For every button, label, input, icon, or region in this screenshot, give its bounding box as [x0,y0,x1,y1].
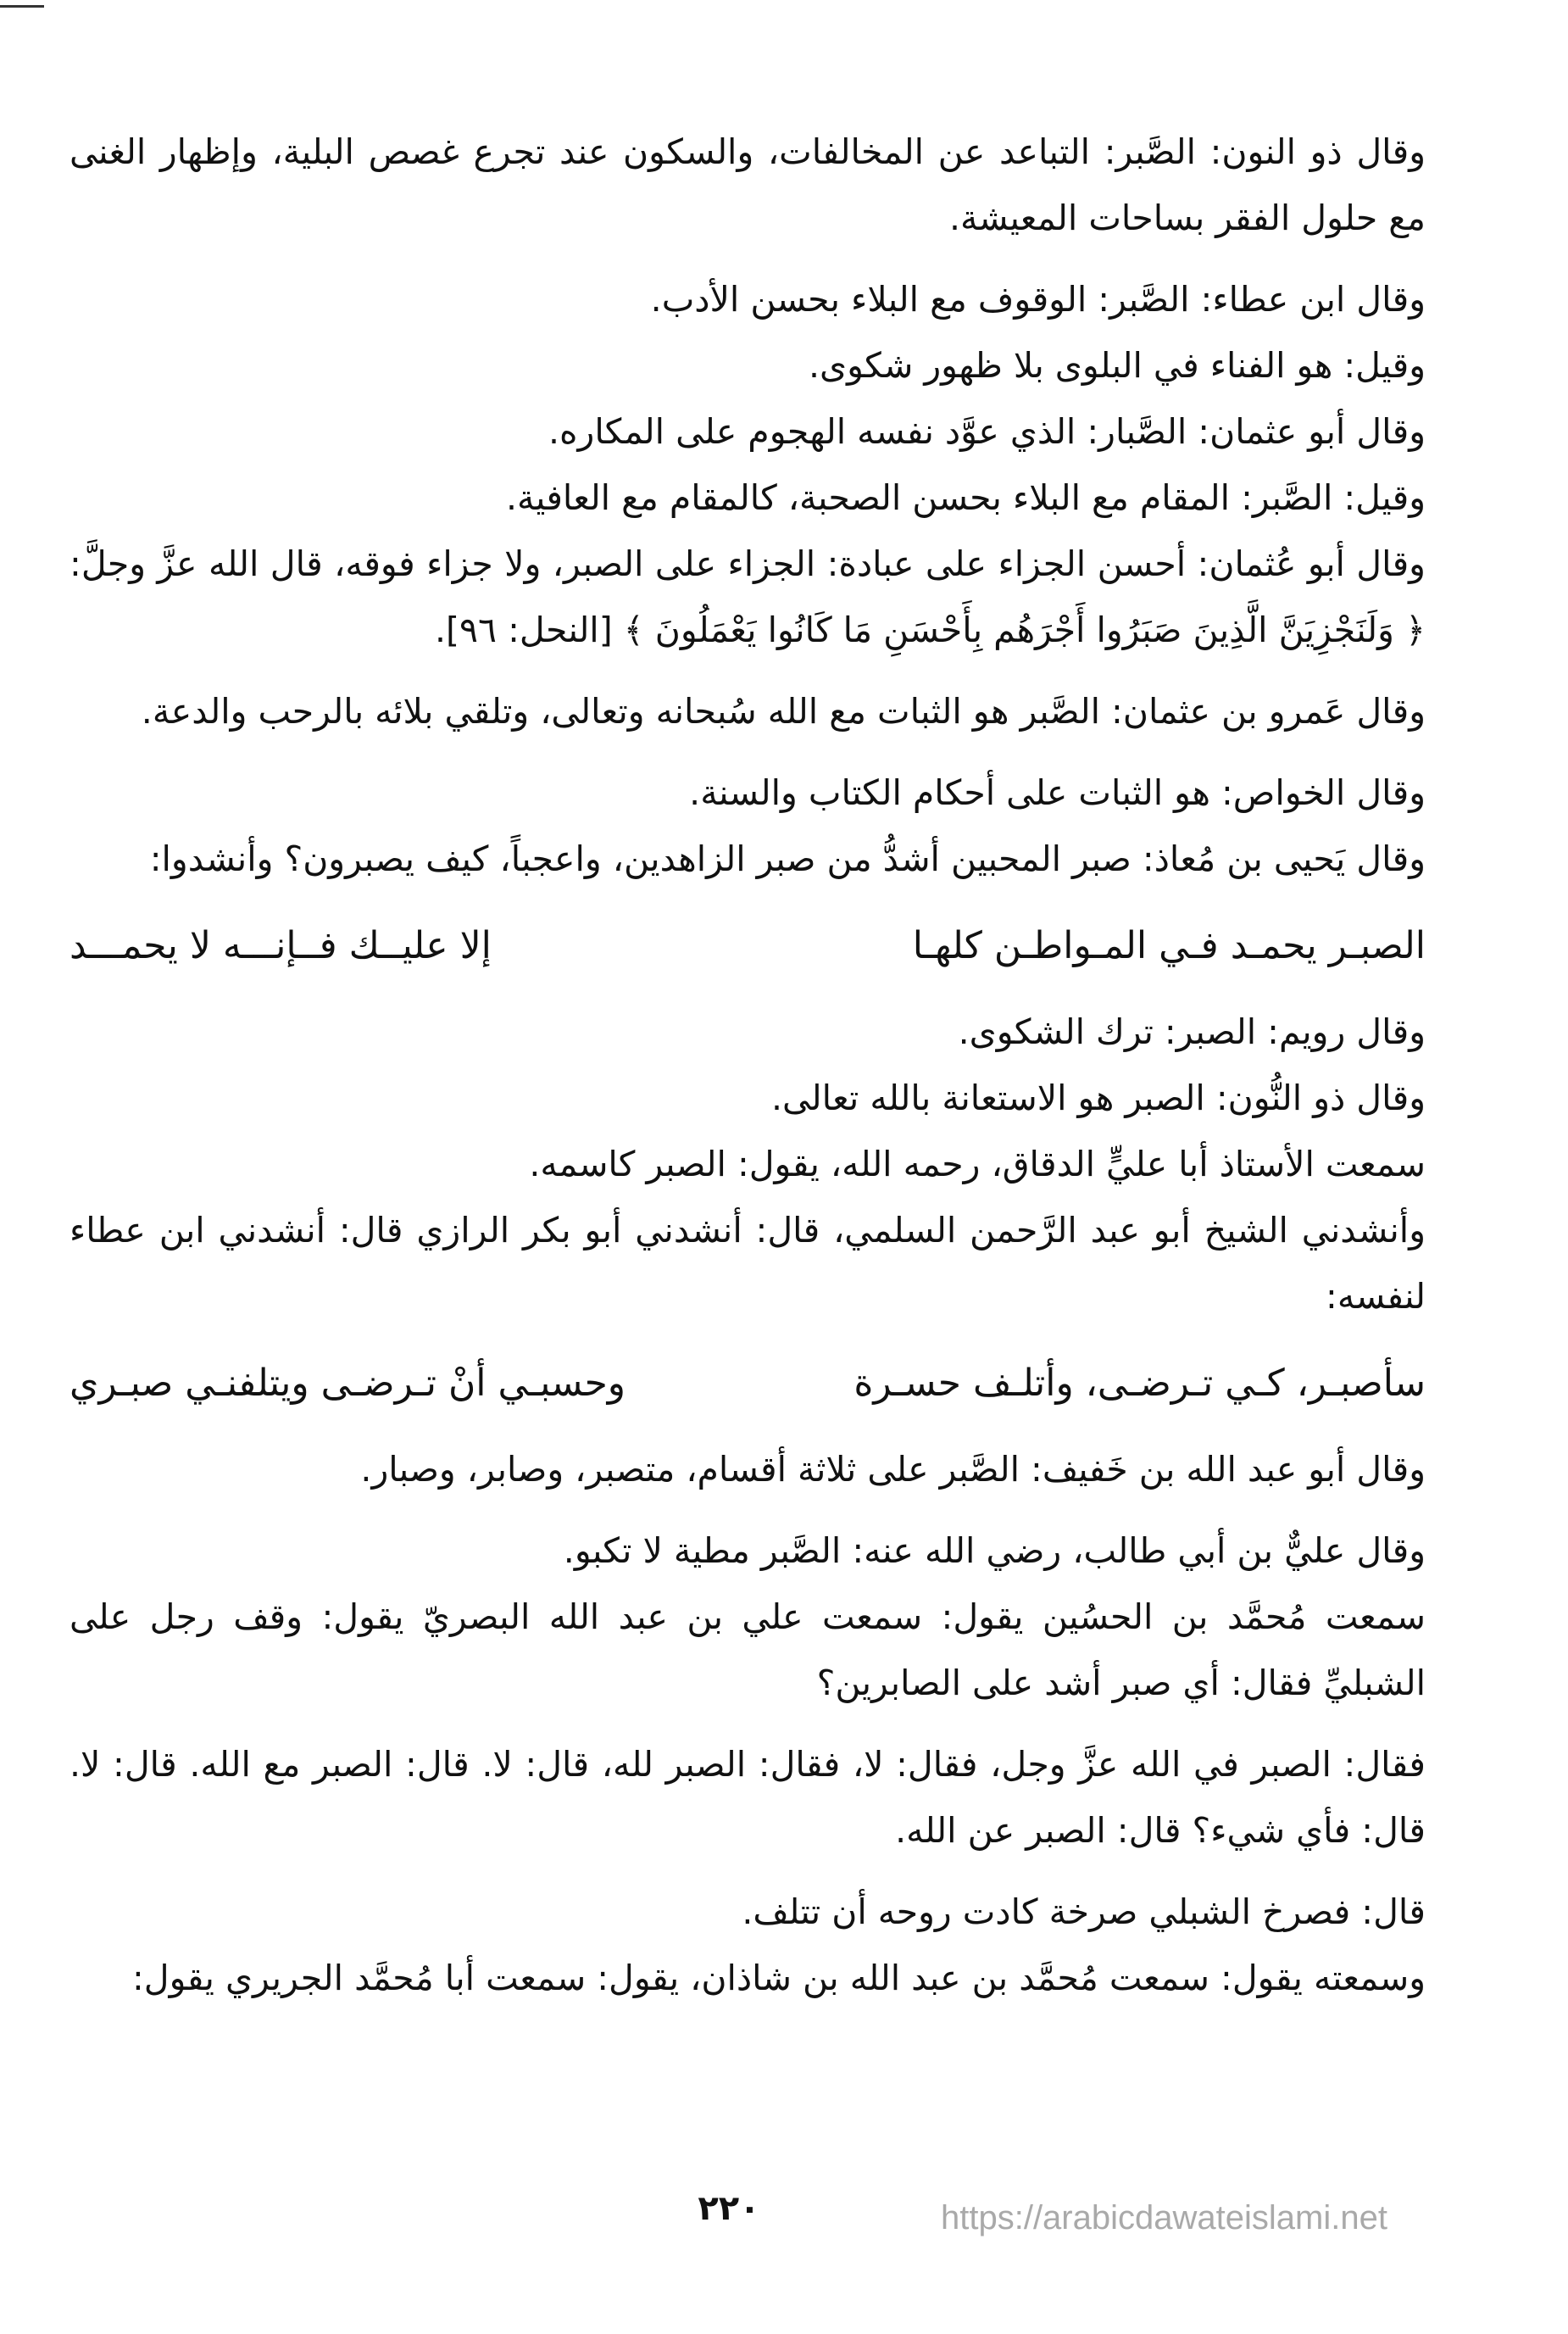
verse-citation: [النحل: ٩٦]. [435,610,613,650]
paragraph: فقال: الصبر في الله عزَّ وجل، فقال: لا، فقال: الصبر لله، قال: لا. قال: الصبر مع الله. قال: لا. قال: فأي شيء؟ قال: الصبر عن الله. [70,1744,1426,1851]
poem-second-hemistich: وحسبـي أنْ تـرضـى ويتلفنـي صبـري [70,1362,626,1405]
paragraph: وأنشدني الشيخ أبو عبد الرَّحمن السلمي، قال: أنشدني أبو بكر الرازي قال: أنشدني ابن عطاء لنفسه: [70,1210,1426,1317]
paragraph: وسمعته يقول: سمعت مُحمَّد بن عبد الله بن شاذان، يقول: سمعت أبا مُحمَّد الجريري يقول: [131,1958,1426,1998]
paragraph: وقال أبو عثمان: الصَّبار: الذي عوَّد نفسه الهجوم على المكاره. [548,411,1426,452]
poem-first-hemistich: الصبـر يحمـد فـي المـواطـن كلهـا [912,924,1426,967]
paragraph: وقال ذو النُّون: الصبر هو الاستعانة بالله تعالى. [770,1078,1426,1118]
poem-verse [70,912,1426,980]
poem-first-hemistich: سأصبـر، كـي تـرضـى، وأتلـف حسـرة [854,1362,1426,1405]
page-number: ٢٢٠ [698,2189,760,2228]
paragraph: سمعت مُحمَّد بن الحسُين يقول: سمعت علي بن عبد الله البصريّ يقول: وقف رجل على الشبليِّ فقال: أي صبر أشد على الصابرين؟ [70,1596,1426,1703]
quran-verse: ﴿ وَلَنَجْزِيَنَّ الَّذِينَ صَبَرُوا أَجْرَهُم بِأَحْسَنِ مَا كَانُوا يَعْمَلُونَ ﴾ [623,610,1426,650]
paragraph: وقال أبو عبد الله بن خَفيف: الصَّبر على ثلاثة أقسام، متصبر، وصابر، وصبار. [360,1449,1426,1490]
watermark-url: https://arabicdawateislami.net [941,2199,1387,2237]
page-text [70,119,1426,2011]
paragraph: وقال الخواص: هو الثبات على أحكام الكتاب والسنة. [689,772,1426,813]
paragraph: وقال يَحيى بن مُعاذ: صبر المحبين أشدُّ من صبر الزاهدين، واعجباً، كيف يصبرون؟ وأنشدوا: [149,838,1426,879]
paragraph-with-verse [70,531,1426,663]
paragraph: وقال عَمرو بن عثمان: الصَّبر هو الثبات مع الله سُبحانه وتعالى، وتلقي بلائه بالرحب والدعة. [141,691,1426,732]
paragraph: قال: فصرخ الشبلي صرخة كادت روحه أن تتلف. [742,1891,1426,1932]
paragraph: وقال ابن عطاء: الصَّبر: الوقوف مع البلاء بحسن الأدب. [650,279,1426,320]
poem-second-hemistich: إلا عليــك فــإنـــه لا يحمـــد [70,924,492,967]
paragraph: وقيل: هو الفناء في البلوى بلا ظهور شكوى. [809,345,1426,386]
poem-verse [70,1350,1426,1418]
paragraph: سمعت الأستاذ أبا عليٍّ الدقاق، رحمه الله، يقول: الصبر كاسمه. [529,1144,1426,1184]
paragraph: وقيل: الصَّبر: المقام مع البلاء بحسن الصحبة، كالمقام مع العافية. [505,477,1426,518]
paragraph: وقال ذو النون: الصَّبر: التباعد عن المخالفات، والسكون عند تجرع غصص البلية، وإظهار الغنى مع حلول الفقر بساحات المعيشة. [70,131,1426,238]
paragraph: وقال رويم: الصبر: ترك الشكوى. [958,1011,1426,1052]
paragraph: وقال عليٌّ بن أبي طالب، رضي الله عنه: الصَّبر مطية لا تكبو. [563,1530,1426,1571]
paragraph-text: وقال أبو عُثمان: أحسن الجزاء على عبادة: الجزاء على الصبر، ولا جزاء فوقه، قال الله عزَّ وجلَّ: [70,543,1426,584]
scan-edge-mark [0,5,44,8]
